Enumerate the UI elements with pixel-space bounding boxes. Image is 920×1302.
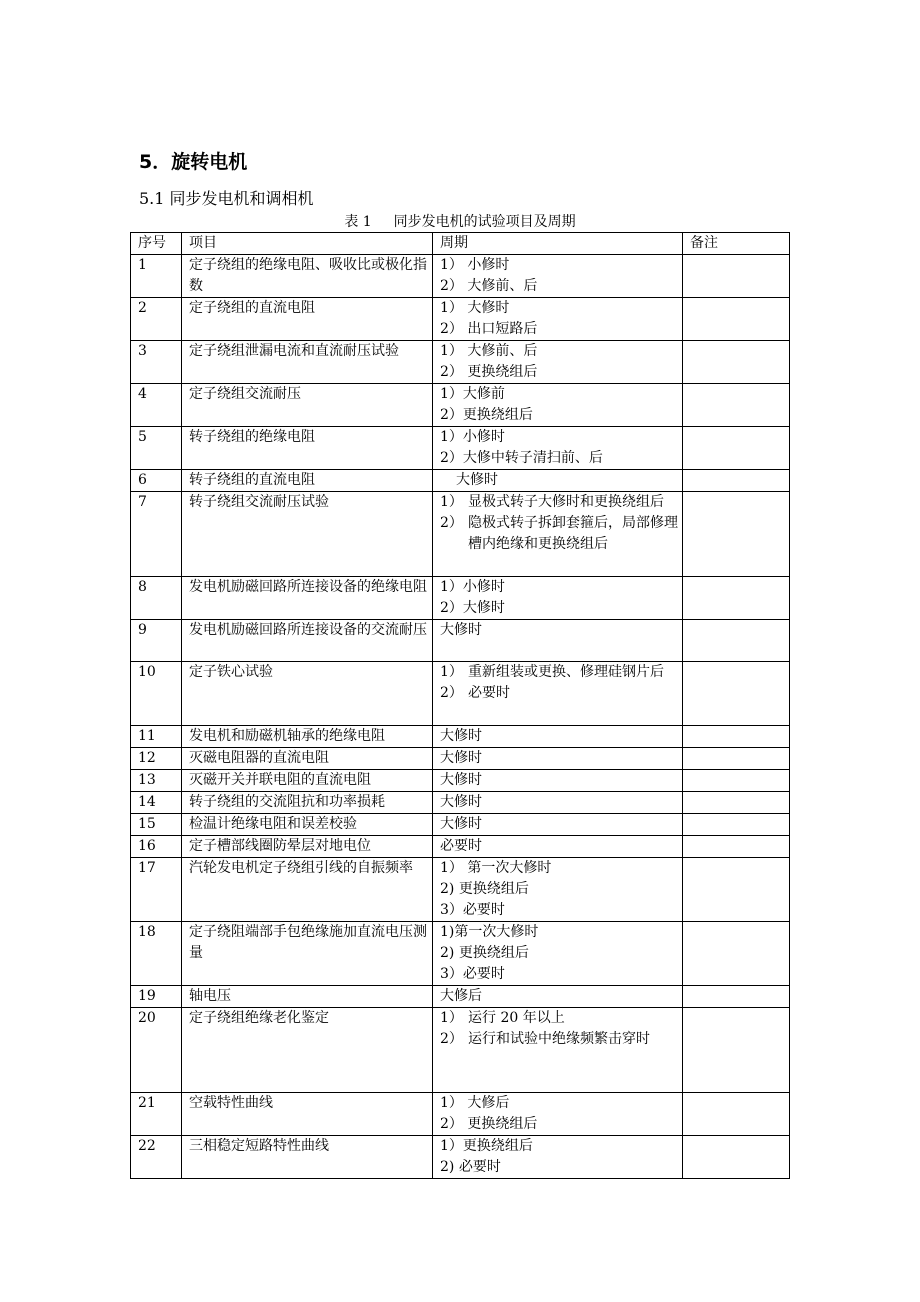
item-text: 三相稳定短路特性曲线 <box>189 1138 329 1154</box>
period-line: 2）更换绕组后 <box>440 407 533 423</box>
item-text: 发电机励磁回路所连接设备的交流耐压 <box>189 622 427 638</box>
period-line: 1）小修时 <box>440 579 505 595</box>
header-item: 项目 <box>182 233 433 255</box>
cell-item <box>182 922 433 986</box>
cell-note <box>683 384 790 427</box>
cell-period <box>433 298 683 341</box>
cell-item <box>182 577 433 620</box>
table-caption <box>0 211 920 231</box>
table-row <box>131 384 790 427</box>
cell-note <box>683 470 790 492</box>
cell-no: 8 <box>131 577 182 620</box>
table-row <box>131 255 790 298</box>
cell-item <box>182 620 433 662</box>
cell-period <box>433 662 683 726</box>
table-row <box>131 986 790 1008</box>
cell-note <box>683 620 790 662</box>
period-line: 1） 大修后 <box>440 1095 510 1111</box>
cell-no: 9 <box>131 620 182 662</box>
item-text: 定子绕阻端部手包绝缘施加直流电压测量 <box>189 924 427 961</box>
cell-no: 16 <box>131 836 182 858</box>
cell-period <box>433 770 683 792</box>
cell-period <box>433 492 683 577</box>
cell-item <box>182 726 433 748</box>
period-line: 1） 大修前、后 <box>440 343 538 359</box>
cell-no: 14 <box>131 792 182 814</box>
cell-note <box>683 1136 790 1179</box>
period-line: 3）必要时 <box>440 902 505 918</box>
period-line: 1） 运行 20 年以上 <box>440 1010 565 1026</box>
item-text: 发电机励磁回路所连接设备的绝缘电阻 <box>189 579 427 595</box>
period-line: 1） 大修时 <box>440 300 510 316</box>
table-row <box>131 492 790 577</box>
cell-no: 20 <box>131 1008 182 1093</box>
table-row <box>131 1008 790 1093</box>
period-line: 大修后 <box>440 988 482 1004</box>
table-row <box>131 814 790 836</box>
cell-period <box>433 341 683 384</box>
cell-no: 22 <box>131 1136 182 1179</box>
cell-no: 10 <box>131 662 182 726</box>
cell-no: 6 <box>131 470 182 492</box>
cell-item <box>182 1136 433 1179</box>
period-line: 必要时 <box>440 838 482 854</box>
period-line: 1）小修时 <box>440 429 505 445</box>
item-text: 轴电压 <box>189 988 231 1004</box>
cell-no: 4 <box>131 384 182 427</box>
cell-no: 19 <box>131 986 182 1008</box>
cell-no: 3 <box>131 341 182 384</box>
cell-period <box>433 1008 683 1093</box>
cell-period <box>433 470 683 492</box>
cell-note <box>683 492 790 577</box>
cell-note <box>683 858 790 922</box>
period-line: 1)第一次大修时 <box>440 924 539 940</box>
cell-period <box>433 427 683 470</box>
cell-no: 2 <box>131 298 182 341</box>
cell-note <box>683 748 790 770</box>
section-title: 5．旋转电机 <box>139 151 248 173</box>
period-line: 2）大修时 <box>440 600 505 616</box>
period-line: 1）大修前 <box>440 386 505 402</box>
period-line: 2） 隐极式转子拆卸套箍后，局部修理槽内绝缘和更换绕组后 <box>440 515 678 552</box>
period-line: 1） 重新组装或更换、修理硅钢片后 <box>440 664 664 680</box>
cell-item <box>182 255 433 298</box>
table-row <box>131 858 790 922</box>
cell-period <box>433 922 683 986</box>
cell-item <box>182 770 433 792</box>
cell-period <box>433 255 683 298</box>
cell-item <box>182 384 433 427</box>
test-items-table <box>130 232 790 1179</box>
cell-item <box>182 986 433 1008</box>
item-text: 汽轮发电机定子绕组引线的自振频率 <box>189 860 413 876</box>
cell-note <box>683 255 790 298</box>
cell-item <box>182 427 433 470</box>
table-body <box>131 255 790 1179</box>
cell-period <box>433 384 683 427</box>
cell-item <box>182 1093 433 1136</box>
cell-item <box>182 1008 433 1093</box>
cell-no: 12 <box>131 748 182 770</box>
period-line: 1） 第一次大修时 <box>440 860 552 876</box>
cell-note <box>683 814 790 836</box>
cell-item <box>182 662 433 726</box>
cell-item <box>182 492 433 577</box>
cell-note <box>683 662 790 726</box>
cell-period <box>433 986 683 1008</box>
cell-period <box>433 577 683 620</box>
cell-note <box>683 792 790 814</box>
cell-item <box>182 792 433 814</box>
cell-no: 15 <box>131 814 182 836</box>
cell-note <box>683 427 790 470</box>
header-note: 备注 <box>683 233 790 255</box>
cell-period <box>433 620 683 662</box>
cell-note <box>683 726 790 748</box>
cell-note <box>683 577 790 620</box>
table-caption-label: 表 1 <box>344 214 372 230</box>
cell-note <box>683 986 790 1008</box>
item-text: 灭磁电阻器的直流电阻 <box>189 750 329 766</box>
cell-period <box>433 792 683 814</box>
cell-no: 18 <box>131 922 182 986</box>
cell-period <box>433 726 683 748</box>
item-text: 定子绕组的直流电阻 <box>189 300 315 316</box>
item-text: 转子绕组的绝缘电阻 <box>189 429 315 445</box>
cell-no: 11 <box>131 726 182 748</box>
item-text: 灭磁开关并联电阻的直流电阻 <box>189 772 371 788</box>
table-row <box>131 792 790 814</box>
cell-item <box>182 858 433 922</box>
table-row <box>131 770 790 792</box>
cell-item <box>182 341 433 384</box>
period-line: 2） 大修前、后 <box>440 278 538 294</box>
cell-no: 13 <box>131 770 182 792</box>
table-row <box>131 836 790 858</box>
cell-no: 1 <box>131 255 182 298</box>
item-text: 转子绕组的交流阻抗和功率损耗 <box>189 794 385 810</box>
table-row <box>131 1136 790 1179</box>
period-line: 2）大修中转子清扫前、后 <box>440 450 603 466</box>
cell-no: 7 <box>131 492 182 577</box>
cell-note <box>683 1093 790 1136</box>
cell-item <box>182 814 433 836</box>
cell-period <box>433 1136 683 1179</box>
item-text: 定子槽部线圈防晕层对地电位 <box>189 838 371 854</box>
cell-note <box>683 298 790 341</box>
period-line: 大修时 <box>440 728 482 744</box>
table-row <box>131 298 790 341</box>
cell-period <box>433 748 683 770</box>
period-line: 2） 出口短路后 <box>440 321 538 337</box>
cell-note <box>683 770 790 792</box>
cell-period <box>433 1093 683 1136</box>
cell-item <box>182 470 433 492</box>
cell-no: 21 <box>131 1093 182 1136</box>
table-row <box>131 470 790 492</box>
period-line: 1） 小修时 <box>440 257 510 273</box>
item-text: 定子绕组交流耐压 <box>189 386 301 402</box>
cell-no: 17 <box>131 858 182 922</box>
table-row <box>131 662 790 726</box>
cell-period <box>433 858 683 922</box>
cell-note <box>683 836 790 858</box>
period-line: 大修时 <box>440 622 482 638</box>
cell-note <box>683 1008 790 1093</box>
item-text: 定子绕组泄漏电流和直流耐压试验 <box>189 343 399 359</box>
item-text: 检温计绝缘电阻和误差校验 <box>189 816 357 832</box>
cell-period <box>433 836 683 858</box>
period-line: 1）更换绕组后 <box>440 1138 533 1154</box>
period-line: 2） 更换绕组后 <box>440 364 538 380</box>
period-line: 2） 更换绕组后 <box>440 1116 538 1132</box>
period-line: 大修时 <box>440 750 482 766</box>
table-row <box>131 922 790 986</box>
table-row <box>131 1093 790 1136</box>
item-text: 定子绕组的绝缘电阻、吸收比或极化指数 <box>189 257 427 294</box>
table-row <box>131 726 790 748</box>
period-line: 2） 运行和试验中绝缘频繁击穿时 <box>440 1031 650 1047</box>
item-text: 转子绕组交流耐压试验 <box>189 494 329 510</box>
cell-note <box>683 341 790 384</box>
item-text: 空载特性曲线 <box>189 1095 273 1111</box>
period-line: 2) 更换绕组后 <box>440 945 529 961</box>
period-line: 3）必要时 <box>440 966 505 982</box>
period-line: 大修时 <box>440 772 482 788</box>
item-text: 转子绕组的直流电阻 <box>189 472 315 488</box>
table-row <box>131 748 790 770</box>
table-row <box>131 341 790 384</box>
item-text: 定子绕组绝缘老化鉴定 <box>189 1010 329 1026</box>
table-row <box>131 577 790 620</box>
period-line: 大修时 <box>456 472 498 488</box>
cell-note <box>683 922 790 986</box>
cell-item <box>182 836 433 858</box>
period-line: 大修时 <box>440 816 482 832</box>
period-line: 大修时 <box>440 794 482 810</box>
table-row <box>131 620 790 662</box>
table-row <box>131 427 790 470</box>
period-line: 2) 更换绕组后 <box>440 881 529 897</box>
period-line: 2） 必要时 <box>440 685 510 701</box>
table-header-row <box>131 233 790 255</box>
item-text: 发电机和励磁机轴承的绝缘电阻 <box>189 728 385 744</box>
subsection-title: 5.1 同步发电机和调相机 <box>139 189 314 208</box>
period-line: 1） 显极式转子大修时和更换绕组后 <box>440 494 664 510</box>
header-no: 序号 <box>131 233 182 255</box>
table-caption-title: 同步发电机的试验项目及周期 <box>393 214 576 230</box>
cell-period <box>433 814 683 836</box>
period-line: 2) 必要时 <box>440 1159 501 1175</box>
cell-no: 5 <box>131 427 182 470</box>
cell-item <box>182 748 433 770</box>
item-text: 定子铁心试验 <box>189 664 273 680</box>
header-period: 周期 <box>433 233 683 255</box>
cell-item <box>182 298 433 341</box>
